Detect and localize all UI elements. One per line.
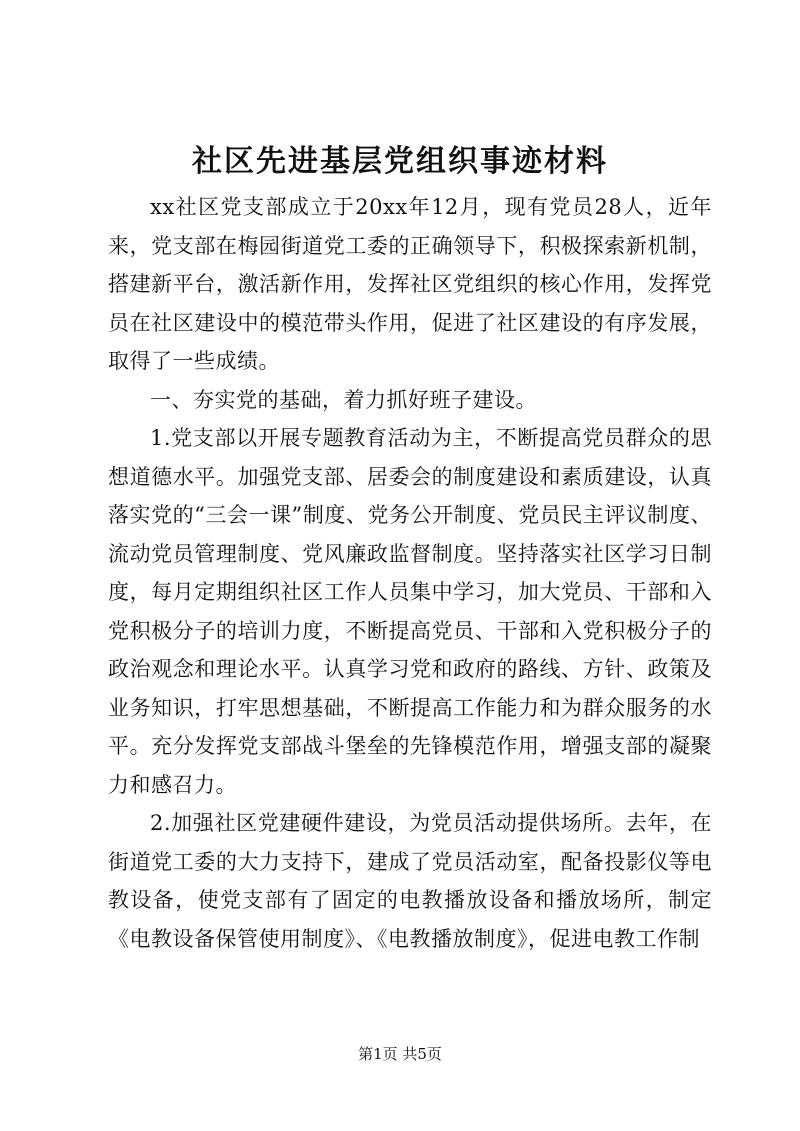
document-title: 社区先进基层党组织事迹材料 bbox=[192, 144, 608, 179]
paragraph-item-2: 2.加强社区党建硬件建设，为党员活动提供场所。去年，在街道党工委的大力支持下，建成了党员活动室，配备投影仪等电教设备，使党支部有了固定的电教播放设备和播放场所，制定《电教设备保管使用制度》、《电教播放制度》，促进电教工作制 bbox=[108, 811, 712, 951]
section-heading-1: 一、夯实党的基础，着力抓好班子建设。 bbox=[150, 387, 537, 412]
paragraph-intro: xx社区党支部成立于20xx年12月，现有党员28人，近年来，党支部在梅园街道党工委的正确领导下，积极探索新机制，搭建新平台，激活新作用，发挥社区党组织的核心作用，发挥党员在社区建设中的模范带头作用，促进了社区建设的有序发展，取得了一些成绩。 bbox=[108, 195, 712, 373]
paragraph-item-1: 1.党支部以开展专题教育活动为主，不断提高党员群众的思想道德水平。加强党支部、居委会的制度建设和素质建设，认真落实党的“三会一课”制度、党务公开制度、党员民主评议制度、流动党员管理制度、党风廉政监督制度。坚持落实社区学习日制度，每月定期组织社区工作人员集中学习，加大党员、干部和入党积极分子的培训力度，不断提高党员、干部和入党积极分子的政治观念和理论水平。认真学习党和政府的路线、方针、政策及业务知识，打牢思想基础，不断提高工作能力和为群众服务的水平。充分发挥党支部战斗堡垒的先锋模范作用，增强支部的凝聚力和感召力。 bbox=[108, 426, 712, 797]
page-number: 第1页 共5页 bbox=[358, 1045, 442, 1063]
document-body bbox=[108, 188, 712, 958]
